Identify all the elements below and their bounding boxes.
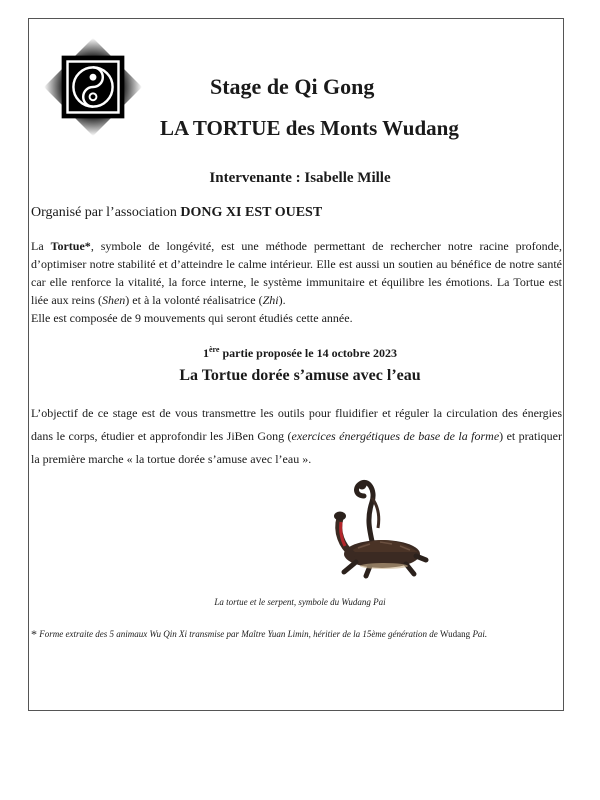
objective-text-1: L’objectif de ce stage est de vous transmettre les outils pour fluidifier et réguler la circulation des énergies dans le corps, étudier et approfondir les JiBen Gong ( [31,406,562,443]
speaker-line: Intervenante : Isabelle Mille [209,170,391,186]
turtle-snake-statue-image [320,472,430,582]
session-title: La Tortue dorée s’amuse avec l’eau [179,367,421,384]
intro-text-2: ) et à la volonté réalisatrice ( [125,293,263,307]
intro-la: La [31,239,51,253]
intro-text-1: , symbole de longévité, est une méthode permettant de rechercher notre racine profonde, d’optimiser notre stabilité et d’atteindre le calme intérieur. Elle est aussi un soutien au bénéfice de notre santé car elle renforce la vitalité, la force interne, le système immunitaire et équilibre les émotions. La Tortue est liée aux reins ( [31,239,562,307]
footnote [31,627,487,642]
objective-italic: exercices énergétiques de base de la forme [291,429,500,443]
objective-text-2: ) et pratiquer la première marche « la tortue dorée s’amuse avec l’eau ». [31,429,562,466]
movements-paragraph: Elle est composée de 9 mouvements qui seront étudiés cette année. [31,311,353,325]
intro-tortue: Tortue* [50,239,91,253]
footnote-plain: Wudang [440,629,473,639]
title-line-2: LA TORTUE des Monts Wudang [160,116,459,140]
session-sup: ère [208,345,220,354]
session-num: 1 [202,346,209,360]
organizer-name: DONG XI EST OUEST [180,205,323,220]
yin-yang-logo-icon [44,38,142,136]
intro-text-3: ). [278,293,286,307]
title-line-1: Stage de Qi Gong [210,74,375,99]
objective-paragraph [31,402,562,471]
image-caption: La tortue et le serpent, symbole du Wudang Pai [214,597,386,607]
session-date-line [0,345,600,361]
footnote-italic: Forme extraite des 5 animaux Wu Qin Xi transmise par Maître Yuan Limin, héritier de la 15ème génération de [37,629,441,639]
intro-paragraph [31,237,562,309]
footnote-star: * [31,627,37,641]
organizer-line [31,205,322,221]
intro-zhi: Zhi [262,293,279,307]
organizer-prefix: Organisé par l’association [31,205,181,220]
session-rest: partie proposée le 14 octobre 2023 [219,346,398,360]
footnote-italic-2: Pai. [472,629,488,639]
intro-shen: Shen [101,293,126,307]
